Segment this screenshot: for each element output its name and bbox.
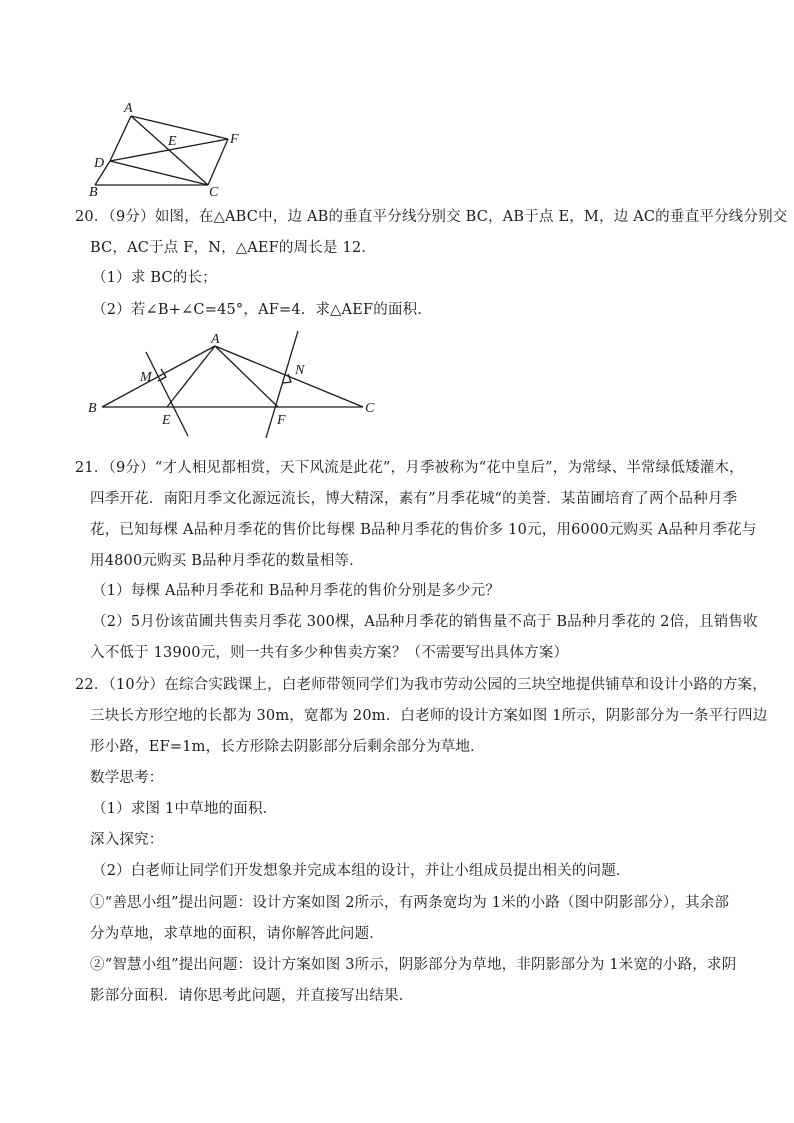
q20-stem-line1: 20．（9分）如图，在△ABC中，边 AB的垂直平分线分别交 BC，AB于点 E，M，边 AC的垂直平分线分别交 xyxy=(75,209,788,225)
q22-part2-item2-line1: ②“智慧小组”提出问题：设计方案如图 3所示，阴影部分为草地，非阴影部分为 1米宽的小路，求阴 xyxy=(90,957,737,973)
q21-stem-line2: 四季开花．南阳月季文化源远流长，博大精深，素有”月季花城“的美誉．某苗圃培育了两个品种月季 xyxy=(90,491,738,507)
q22-part2-item1-line2: 分为草地，求草地的面积，请你解答此问题． xyxy=(90,926,384,942)
segment-AF xyxy=(215,346,278,407)
label-B: B xyxy=(88,401,97,416)
q21-stem-line1: 21．（9分）“才人相见都相赏，天下风流是此花”，月季被称为“花中皇后”，为常绿、半常绿低矮灌木， xyxy=(75,460,744,476)
label-C: C xyxy=(365,401,375,416)
q22-part2-item1-line1: ①“善思小组”提出问题：设计方案如图 2所示，有两条宽均为 1米的小路（图中阴影部分），其余部 xyxy=(90,895,730,911)
segment-DC xyxy=(110,161,208,185)
q20-part1: （1）求 BC的长； xyxy=(92,270,217,286)
label-F: F xyxy=(230,132,239,147)
label-C: C xyxy=(209,185,219,200)
q20-stem-line2: BC，AC于点 F，N，△AEF的周长是 12． xyxy=(90,240,377,256)
q22-part1: （1）求图 1中草地的面积． xyxy=(92,801,278,817)
label-M: M xyxy=(140,370,152,385)
q22-stem-line1: 22．（10分）在综合实践课上，白老师带领同学们为我市劳动公园的三块空地提供铺草和设计小路的方案， xyxy=(75,677,767,693)
q22-part2: （2）白老师让同学们开发想象并完成本组的设计，并让小组成员提出相关的问题． xyxy=(92,863,631,879)
segment-FC xyxy=(208,139,228,185)
q21-stem-line4: 用4800元购买 B品种月季花的数量相等． xyxy=(90,553,364,569)
q22-part2-item2-line2: 影部分面积．请你思考此问题，并直接写出结果． xyxy=(90,988,414,1004)
label-E: E xyxy=(168,134,177,149)
segment-AF xyxy=(131,116,228,139)
label-N: N xyxy=(295,363,305,378)
label-B: B xyxy=(89,185,98,200)
q21-stem-line3: 花，已知每棵 A品种月季花的售价比每棵 B品种月季花的售价多 10元，用6000元购买 A品种月季花与 xyxy=(90,522,757,538)
figure-parallelogram xyxy=(80,95,260,200)
segment-DA xyxy=(110,116,131,161)
q21-part1: （1）每棵 A品种月季花和 B品种月季花的售价分别是多少元？ xyxy=(92,583,501,599)
label-F: F xyxy=(277,413,286,428)
q21-part2-line1: （2）5月份该苗圃共售卖月季花 300棵，A品种月季花的销售量不高于 B品种月季花的 2倍，且销售收 xyxy=(92,614,758,630)
q22-heading-thinking: 数学思考： xyxy=(90,770,164,786)
q20-part2: （2）若∠B+∠C=45°，AF=4．求△AEF的面积． xyxy=(92,302,433,318)
q22-stem-line3: 形小路，EF=1m，长方形除去阴影部分后剩余部分为草地． xyxy=(90,739,485,755)
q22-heading-explore: 深入探究： xyxy=(90,832,164,848)
q22-stem-line2: 三块长方形空地的长都为 30m，宽都为 20m．白老师的设计方案如图 1所示，阴影部分为一条平行四边 xyxy=(90,708,768,724)
label-E: E xyxy=(162,413,171,428)
label-A: A xyxy=(124,101,133,116)
figure-triangle-bisectors xyxy=(80,328,400,448)
label-D: D xyxy=(94,156,105,171)
label-A: A xyxy=(211,332,220,347)
q21-part2-line2: 入不低于 13900元，则一共有多少种售卖方案？（不需要写出具体方案） xyxy=(90,645,569,661)
segment-AE xyxy=(167,346,215,407)
